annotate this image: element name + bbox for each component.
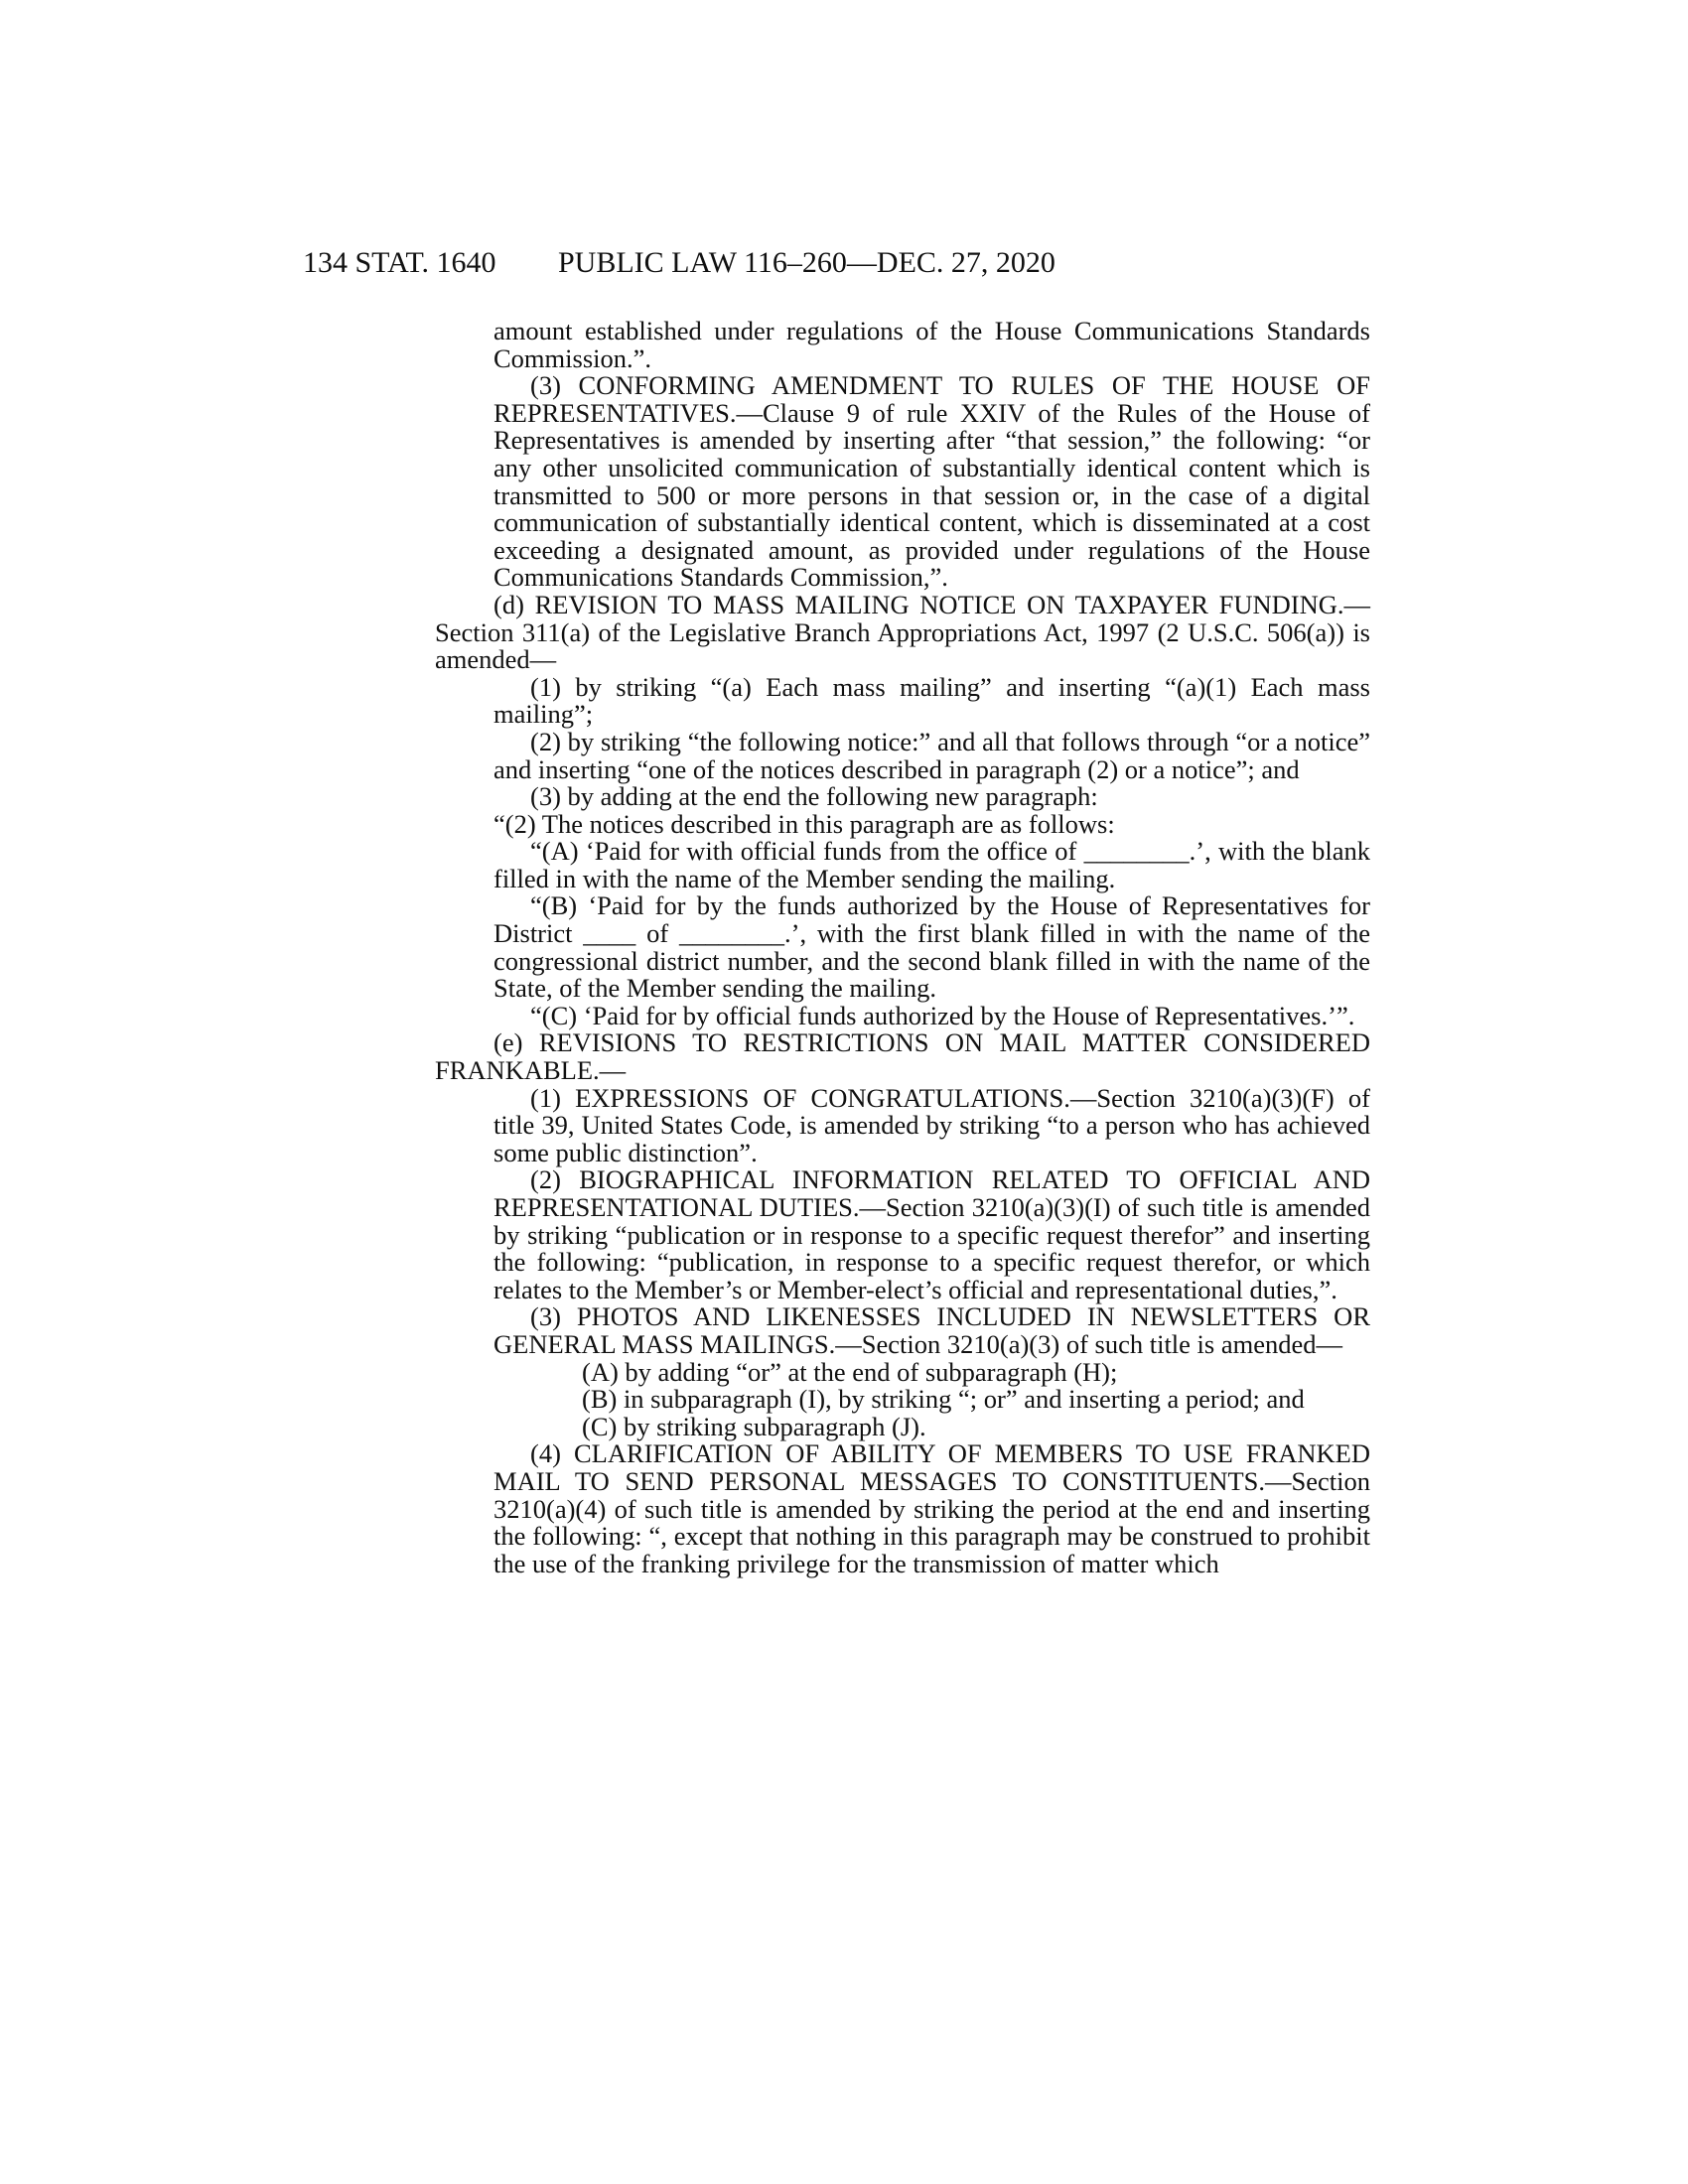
document-body xyxy=(435,316,1370,1578)
notice-c: “(C) ‘Paid for by official funds authorized by the House of Representatives.’”. xyxy=(530,1000,1355,1030)
public-law-title: PUBLIC LAW 116–260—DEC. 27, 2020 xyxy=(558,246,1055,279)
subparagraph-e3c: (C) by striking subparagraph (J). xyxy=(582,1411,926,1441)
notice-a: “(A) ‘Paid for with official funds from the office of ________.’, with the blank filled in with the name of the Member sending the mailing. xyxy=(493,836,1370,893)
paragraph-notices-intro: “(2) The notices described in this paragraph are as follows: xyxy=(493,808,1115,839)
notice-b: “(B) ‘Paid for by the funds authorized by the House of Representatives for District ____ of ________.’, with the first blank filled in with the name of the congressional district number, and the second blank filled in with the name of the State, of the Member sending the mailing. xyxy=(493,890,1370,1004)
paragraph-e-frankable-restrictions: (e) REVISIONS TO RESTRICTIONS ON MAIL MATTER CONSIDERED FRANKABLE.— xyxy=(435,1027,1370,1086)
paragraph-d2: (2) by striking “the following notice:” and all that follows through “or a notice” and inserting “one of the notices described in paragraph (2) or a notice”; and xyxy=(493,726,1370,784)
paragraph-c3-conforming-amendment: (3) CONFORMING AMENDMENT TO RULES OF THE HOUSE OF REPRESENTATIVES.—Clause 9 of rule XXIV of the Rules of the House of Representatives is amended by inserting after “that session,” the following: “or any other unsolicited communication of substantially identical content which is transmitted to 500 or more persons in that session or, in the case of a digital communication of substantially identical content, which is disseminated at a cost exceeding a designated amount, as provided under regulations of the House Communications Standards Commission,”. xyxy=(493,370,1370,593)
subparagraph-e3b: (B) in subparagraph (I), by striking “; or” and inserting a period; and xyxy=(582,1384,1305,1415)
paragraph-d-mass-mailing-notice: (d) REVISION TO MASS MAILING NOTICE ON TAXPAYER FUNDING.—Section 311(a) of the Legislative Branch Appropriations Act, 1997 (2 U.S.C. 506(a)) is amended— xyxy=(435,589,1370,675)
paragraph-d1: (1) by striking “(a) Each mass mailing” and inserting “(a)(1) Each mass mailing”; xyxy=(493,671,1370,730)
paragraph-e1-congratulations: (1) EXPRESSIONS OF CONGRATULATIONS.—Section 3210(a)(3)(F) of title 39, United States Code, is amended by striking “to a person who has achieved some public distinction”. xyxy=(493,1082,1370,1167)
paragraph-e2-biographical-info: (2) BIOGRAPHICAL INFORMATION RELATED TO OFFICIAL AND REPRESENTATIONAL DUTIES.—Section 3210(a)(3)(I) of such title is amended by striking “publication or in response to a specific request therefor” and inserting the following: “publication, in response to a specific request therefor, or which relates to the Member’s or Member-elect’s official and representational duties,”. xyxy=(493,1164,1370,1304)
page-header xyxy=(303,246,1375,286)
paragraph-continuation: amount established under regulations of the House Communications Standards Commission.”. xyxy=(493,316,1370,373)
paragraph-d3: (3) by adding at the end the following new paragraph: xyxy=(530,781,1098,812)
paragraph-e4-personal-messages: (4) CLARIFICATION OF ABILITY OF MEMBERS TO USE FRANKED MAIL TO SEND PERSONAL MESSAGES TO CONSTITUENTS.—Section 3210(a)(4) of such title is amended by striking the period at the end and inserting the following: “, except that nothing in this paragraph may be construed to prohibit the use of the franking privilege for the transmission of matter which xyxy=(493,1438,1370,1578)
subparagraph-e3a: (A) by adding “or” at the end of subparagraph (H); xyxy=(582,1356,1118,1387)
paragraph-e3-photos-likenesses: (3) PHOTOS AND LIKENESSES INCLUDED IN NEWSLETTERS OR GENERAL MASS MAILINGS.—Section 3210(a)(3) of such title is amended— xyxy=(493,1301,1370,1359)
statute-page-reference: 134 STAT. 1640 xyxy=(303,246,496,279)
